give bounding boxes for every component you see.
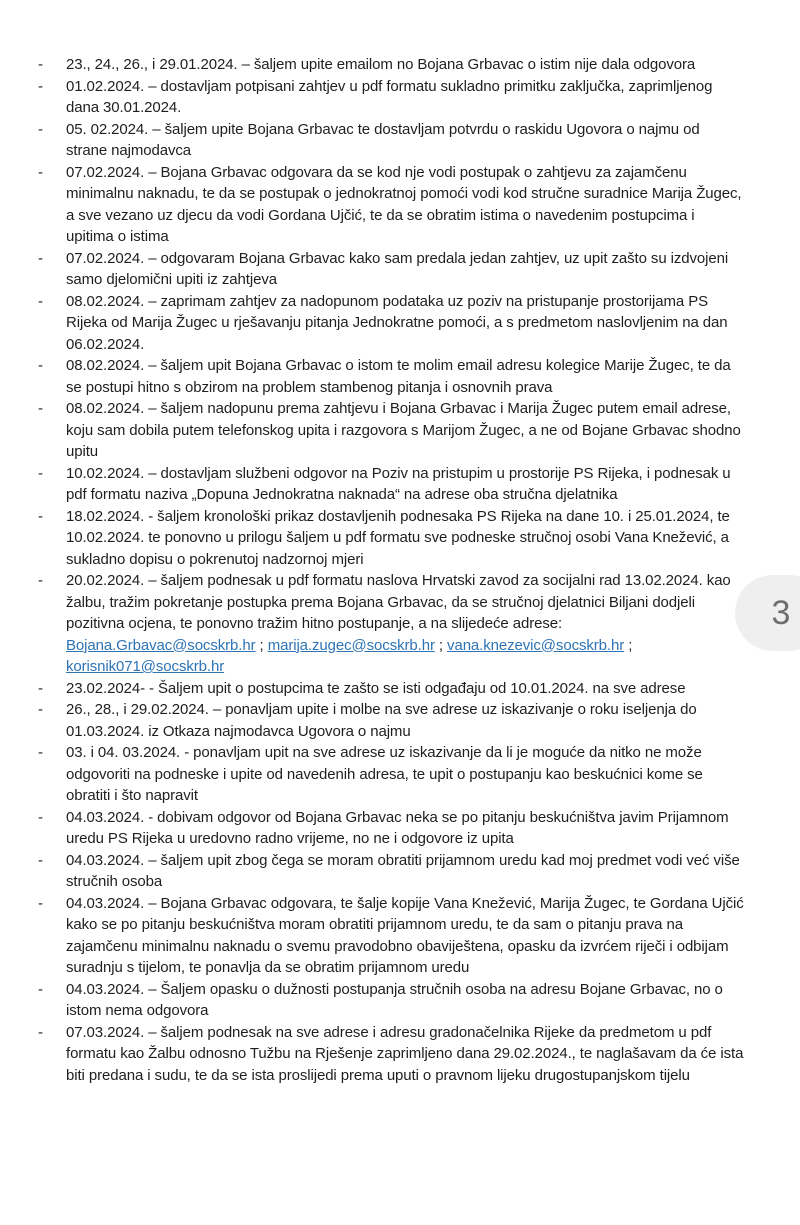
entry-text: 07.03.2024. – šaljem podnesak na sve adrese i adresu gradonačelnika Rijeke da predmetom u pdf formatu kao Žalbu odnosno Tužbu na Rješenje zaprimljeno dana 29.02.2024., te naglašavam da će ista biti predana i sudu, te da se ista proslijedi prema uputi o pravnom lijeku drugostupanjskom tijelu bbox=[66, 1023, 744, 1084]
list-item bbox=[38, 76, 744, 119]
list-item bbox=[38, 699, 744, 742]
bullet-marker: - bbox=[38, 894, 43, 912]
list-item bbox=[38, 119, 744, 162]
bullet-marker: - bbox=[38, 701, 43, 718]
bullet-marker: - bbox=[38, 572, 43, 589]
entry-text: 04.03.2024. – Šaljem opasku o dužnosti postupanja stručnih osoba na adresu Bojane Grbavac, no o istom nema odgovora bbox=[66, 980, 723, 1019]
email-link[interactable]: marija.zugec@socskrb.hr bbox=[267, 636, 435, 654]
list-item bbox=[38, 979, 744, 1022]
list-item bbox=[38, 1022, 744, 1087]
list-item bbox=[38, 506, 744, 571]
page-indicator-pill[interactable] bbox=[735, 575, 800, 651]
list-item bbox=[38, 291, 744, 356]
list-item bbox=[38, 355, 744, 398]
entry-text: 08.02.2024. – zaprimam zahtjev za nadopunom podataka uz poziv na pristupanje prostorijama PS Rijeka od Marija Žugec u rješavanju pitanja Jednokratne pomoći, a s predmetom naslovljenim na dan 06.02.2024. bbox=[66, 292, 728, 353]
bullet-marker: - bbox=[38, 357, 43, 374]
entry-text: 05. 02.2024. – šaljem upite Bojana Grbavac te dostavljam potvrdu o raskidu Ugovora o najmu od strane najmodavca bbox=[66, 120, 700, 159]
entry-text: 04.03.2024. - dobivam odgovor od Bojana Grbavac neka se po pitanju beskućništva javim Prijamnom uredu PS Rijeka u uredovno radno vrijeme, no ne i odgovore iz upita bbox=[66, 808, 729, 847]
bullet-marker: - bbox=[38, 120, 43, 138]
list-item bbox=[38, 807, 744, 850]
bullet-marker: - bbox=[38, 56, 43, 73]
bullet-marker: - bbox=[38, 507, 43, 525]
entry-text: 04.03.2024. – šaljem upit zbog čega se moram obratiti prijamnom uredu kad moj predmet vodi već više stručnih osoba bbox=[66, 851, 740, 890]
chronology-list bbox=[38, 54, 744, 1086]
entry-text: 08.02.2024. – šaljem upit Bojana Grbavac o istom te molim email adresu kolegice Marije Žugec, te da se postupi hitno s obzirom na problem stambenog pitanja i osnovnih prava bbox=[66, 357, 731, 396]
entry-text: 10.02.2024. – dostavljam službeni odgovor na Poziv na pristupim u prostorije PS Rijeka, i podnesak u pdf formatu naziva „Dopuna Jednokratna naknada“ na adrese oba stručna djelatnika bbox=[66, 464, 731, 503]
list-item bbox=[38, 742, 744, 807]
bullet-marker: - bbox=[38, 400, 43, 417]
list-item bbox=[38, 850, 744, 893]
bullet-marker: - bbox=[38, 851, 43, 869]
bullet-marker: - bbox=[38, 808, 43, 826]
entry-text: 23., 24., 26., i 29.01.2024. – šaljem upite emailom no Bojana Grbavac o istim nije dala odgovora bbox=[66, 56, 696, 73]
entry-text: 01.02.2024. – dostavljam potpisani zahtjev u pdf formatu sukladno primitku zaključka, zaprimljenog dana 30.01.2024. bbox=[66, 77, 713, 116]
list-item bbox=[38, 248, 744, 291]
list-item bbox=[38, 570, 744, 678]
entry-text: 04.03.2024. – Bojana Grbavac odgovara, te šalje kopije Vana Knežević, Marija Žugec, te Gordana Ujčić kako se po pitanju beskućništva moram obratiti prijamnom uredu, te da sam o pitanju prava na zajamčenu minimalnu naknadu o svemu pravodobno obaviještena, opasku da izvrćem riječi i odbijam suradnju s tijelom, te ponavlja da se obratim prijamnom uredu bbox=[66, 894, 744, 976]
email-link[interactable]: korisnik071@socskrb.hr bbox=[66, 658, 225, 675]
bullet-marker: - bbox=[38, 292, 43, 310]
bullet-marker: - bbox=[38, 980, 43, 998]
entry-text: 03. i 04. 03.2024. - ponavljam upit na sve adrese uz iskazivanje da li je moguće da nitko ne može odgovoriti na podneske i upite od navedenih adresa, te upit o postupanju kao beskućnici kome se obratiti i što napravit bbox=[66, 744, 703, 804]
list-item bbox=[38, 398, 744, 463]
list-item bbox=[38, 463, 744, 506]
list-item bbox=[38, 162, 744, 248]
entry-text: 08.02.2024. – šaljem nadopunu prema zahtjevu i Bojana Grbavac i Marija Žugec putem email adrese, koju sam dobila putem telefonskog upita i razgovora s Marijom Žugec, a ne od Bojane Grbavac shodno upitu bbox=[66, 400, 741, 460]
entry-text: 26., 28., i 29.02.2024. – ponavljam upite i molbe na sve adrese uz iskazivanje o roku iseljenja do 01.03.2024. iz Otkaza najmodavca Ugovora o najmu bbox=[66, 701, 697, 740]
bullet-marker: - bbox=[38, 1023, 43, 1041]
list-item bbox=[38, 893, 744, 979]
entry-text: 20.02.2024. – šaljem podnesak u pdf formatu naslova Hrvatski zavod za socijalni rad 13.02.2024. kao žalbu, tražim pokretanje postupka prema Bojana Grbavac, da se stručnoj djelatnici Biljani dodjeli pozitivna ocjena, te ponovno tražim hitno postupanje, a na slijedeće adrese: Bojana.Grbavac@socskrb.hr ; marija.zugec@socskrb.hr ; vana.knezevic@socskrb.hr ; korisnik071@socskrb.hr bbox=[66, 572, 731, 675]
entry-text: 18.02.2024. - šaljem kronološki prikaz dostavljenih podnesaka PS Rijeka na dane 10. i 25.01.2024, te 10.02.2024. te ponovno u prilogu šaljem u pdf formatu sve podneske stručnoj osobi Vana Knežević, a sukladno dopisu o pokrenutoj nadzornoj mjeri bbox=[66, 507, 730, 568]
list-item bbox=[38, 678, 744, 700]
email-link[interactable]: vana.knezevic@socskrb.hr bbox=[447, 636, 625, 654]
entry-text: 23.02.2024- - Šaljem upit o postupcima te zašto se isti odgađaju od 10.01.2024. na sve adrese bbox=[66, 679, 686, 697]
bullet-marker: - bbox=[38, 249, 43, 267]
entry-text: 07.02.2024. – Bojana Grbavac odgovara da se kod nje vodi postupak o zahtjevu za zajamčenu minimalnu naknadu, te da se postupak o jednokratnoj pomoći vodi kod stručne suradnice Marija Žugec, a sve vezano uz djecu da vodi Gordana Ujčić, te da se obratim istima o navedenim postupcima i upitima o istima bbox=[66, 163, 742, 245]
page-indicator-number: 3 bbox=[771, 593, 791, 632]
bullet-marker: - bbox=[38, 464, 43, 482]
bullet-marker: - bbox=[38, 679, 43, 697]
bullet-marker: - bbox=[38, 163, 43, 181]
entry-text: 07.02.2024. – odgovaram Bojana Grbavac kako sam predala jedan zahtjev, uz upit zašto su izdvojeni samo djelomični upiti iz zahtjeva bbox=[66, 249, 729, 288]
list-item bbox=[38, 54, 744, 76]
bullet-marker: - bbox=[38, 77, 43, 95]
bullet-marker: - bbox=[38, 744, 43, 761]
email-link[interactable]: Bojana.Grbavac@socskrb.hr bbox=[66, 636, 256, 654]
